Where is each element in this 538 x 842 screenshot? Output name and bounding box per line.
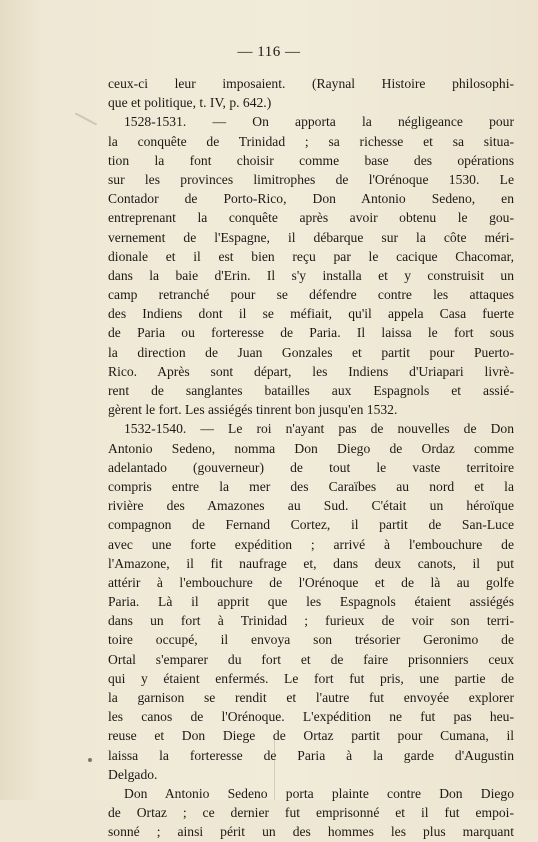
text-line: Ortal s'emparer du fort et de faire prisonniers ceux bbox=[108, 651, 514, 667]
text-line: l'Amazone, il fit naufrage et, dans deux canots, il put bbox=[108, 555, 514, 571]
text-line: qui y étaient enfermés. Le fort fut pris, une partie de bbox=[108, 670, 514, 686]
text-line: dans un fort à Trinidad ; furieux de voir son terri- bbox=[108, 613, 514, 629]
text-line: attérir à l'embouchure de l'Orénoque et de là au golfe bbox=[108, 574, 514, 590]
margin-mark bbox=[75, 112, 97, 125]
text-line: sur les provinces limitrophes de l'Orénoque 1530. Le bbox=[108, 171, 514, 187]
page-number: — 116 — bbox=[237, 44, 301, 60]
text-line: vernement de l'Espagne, il débarque sur la côte méri- bbox=[108, 229, 514, 245]
text-line: compagnon de Fernand Cortez, il partit de San-Luce bbox=[108, 517, 514, 533]
margin-dot bbox=[88, 758, 92, 762]
text-line: Paria. Là il apprit que les Espagnols étaient assiégés bbox=[108, 594, 514, 610]
text-line: dans la baie d'Erin. Il s'y installa et y construisit un bbox=[108, 267, 514, 283]
text-line: de Paria ou forteresse de Paria. Il laissa le fort sous bbox=[108, 325, 514, 341]
text-line: Contador de Porto-Rico, Don Antonio Sedeno, en bbox=[108, 191, 514, 207]
text-line: Delgado. bbox=[108, 766, 158, 782]
page-fold bbox=[274, 740, 275, 800]
text-line: des Indiens dont il se méfiait, qu'il appela Casa fuerte bbox=[108, 306, 514, 322]
text-line: que et politique, t. IV, p. 642.) bbox=[108, 95, 272, 111]
text-line: reuse et Don Diege de Ortaz partit pour Cumana, il bbox=[108, 728, 514, 744]
text-line: la direction de Juan Gonzales et partit pour Puerto- bbox=[108, 344, 514, 360]
text-line: compris entre la mer des Caraïbes au nord et la bbox=[108, 478, 514, 494]
text-line: la conquête de Trinidad ; sa richesse et sa situa- bbox=[108, 133, 514, 149]
text-line: entreprenant la conquête après avoir obtenu le gou- bbox=[108, 210, 514, 226]
text-line: Antonio Sedeno, nomma Don Diego de Ordaz comme bbox=[108, 440, 514, 456]
text-line: Don Antonio Sedeno porta plainte contre Don Diego bbox=[124, 785, 514, 801]
text-line: ceux-ci leur imposaient. (Raynal Histoire philosophi- bbox=[108, 76, 514, 91]
text-line: 1528-1531. — On apporta la négligeance pour bbox=[124, 114, 514, 130]
text-line: la garnison se rendit et l'autre fut envoyée explorer bbox=[108, 690, 514, 705]
text-line: rivière des Amazones au Sud. C'était un héroïque bbox=[108, 498, 514, 514]
text-line: les canos de l'Orénoque. L'expédition ne fut pas heu- bbox=[108, 709, 514, 725]
text-line: gèrent le fort. Les assiégés tinrent bon jusqu'en 1532. bbox=[108, 402, 398, 418]
text-line: 1532-1540. — Le roi n'ayant pas de nouvelles de Don bbox=[124, 421, 514, 437]
text-line: rent de sanglantes batailles aux Espagnols et assié- bbox=[108, 383, 514, 398]
text-line: camp retranché pour se défendre contre les attaques bbox=[108, 287, 514, 303]
text-line: adelantado (gouverneur) de tout le vaste territoire bbox=[108, 459, 514, 475]
text-line: laissa la forteresse de Paria à la garde d'Augustin bbox=[108, 747, 514, 763]
text-line: avec une forte expédition ; arrivé à l'embouchure de bbox=[108, 536, 514, 552]
text-line: tion la font choisir comme base des opérations bbox=[108, 152, 514, 168]
text-line: dionale et il est bien reçu par le cacique Chacomar, bbox=[108, 248, 514, 264]
body-text bbox=[108, 74, 514, 842]
text-line: Rico. Après sont départ, les Indiens d'Uriapari livrè- bbox=[108, 363, 514, 379]
text-line: de Ortaz ; ce dernier fut emprisonné et il fut empoi- bbox=[108, 805, 514, 821]
text-line: sonné ; ainsi périt un des hommes les plus marquant bbox=[108, 824, 514, 840]
text-line: toire occupé, il envoya son trésorier Geronimo de bbox=[108, 632, 514, 648]
